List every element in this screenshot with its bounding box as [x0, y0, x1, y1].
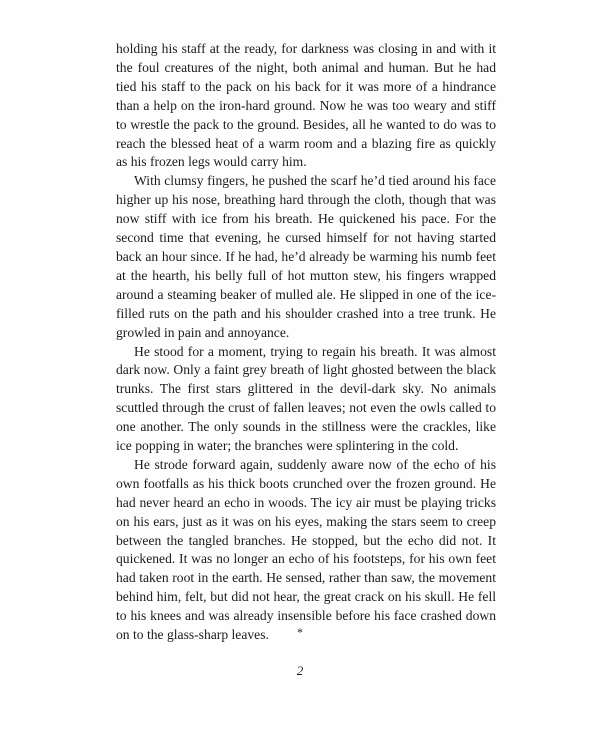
paragraph: He strode forward again, suddenly aware now of the echo of his own footfalls as his thick boots crunched over the frozen ground. He had never heard an echo in woods. The icy air must be playing tricks on his ears, just as it was on his eyes, making the stars seem to creep between the tangled branches. He stopped, but the echo did not. It quickened. It was no longer an echo of his footsteps, for his own feet had taken root in the earth. He sensed, rather than saw, the movement behind him, felt, but did not hear, the great crack on his skull. He fell to his knees and was already insensible before his face crashed down on to the glass-sharp leaves. — [116, 456, 496, 643]
scene-break-asterisk: * — [297, 625, 303, 639]
page-number: 2 — [296, 663, 304, 678]
body-text — [116, 40, 496, 645]
paragraph-continuation: holding his staff at the ready, for darkness was closing in and with it the foul creatures of the night, both animal and human. But he had tied his staff to the pack on his back for it was more of a hindrance than a help on the iron-hard ground. Now he was too weary and stiff to wrestle the pack to the ground. Besides, all he wanted to do was to reach the blessed heat of a warm room and a blazing fire as quickly as his frozen legs would carry him. — [116, 41, 496, 170]
paragraph: With clumsy fingers, he pushed the scarf he’d tied around his face higher up his nose, breathing hard through the cloth, though that was now stiff with ice from his breath. He quickened his pace. For the second time that evening, he cursed himself for not having started back an hour since. If he had, he’d already be warming his numb feet at the hearth, his belly full of hot mutton stew, his fingers wrapped around a steaming beaker of mulled ale. He slipped in one of the ice-filled ruts on the path and his shoulder crashed into a tree trunk. He growled in pain and annoyance. — [116, 173, 496, 340]
paragraph: He stood for a moment, trying to regain his breath. It was almost dark now. Only a faint grey breath of light ghosted between the black trunks. The first stars glittered in the devil-dark sky. No animals scuttled through the crust of fallen leaves; not even the owls called to one another. The only sounds in the stillness were the crackles, like ice popping in water; the branches were splintering in the cold. — [116, 343, 496, 454]
